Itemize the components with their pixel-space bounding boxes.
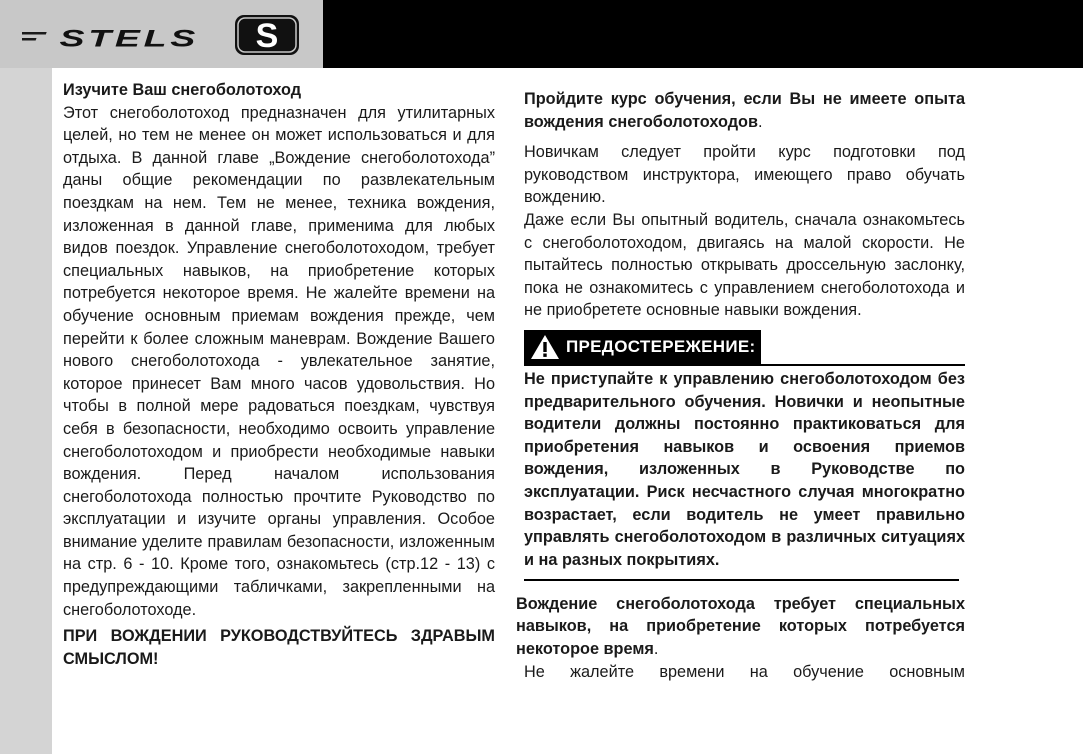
- warning-text: Не приступайте к управлению снегоболотоходом без предварительного обучения. Новички и неопытные водители должны постоянно практиковаться для приобретения навыков и освоения приемов вождения, изложенных в Руководстве по эксплуатации. Риск несчастного случая многократно возрастает, если водитель не умеет правильно управлять снегоболотоходом в различных ситуациях и на разных покрытиях.: [524, 369, 965, 569]
- warning-end-rule: [524, 579, 959, 581]
- skills-heading: [516, 593, 965, 661]
- training-heading-period: .: [758, 112, 763, 131]
- skills-heading-text: Вождение снегоболотохода требует специальных навыков, на приобретение которых потребуется некоторое время: [516, 594, 965, 658]
- learn-body-text: Этот снегоболотоход предназначен для утилитарных целей, но тем не менее он может использоваться и для отдыха. В данной главе „Вождение снегоболотохода” даны общие рекомендации по развлекательным поездкам на нем. Тем не менее, техника вождения, изложенная в данной главе, применима для любых видов поездок. Управление снегоболотоходом, требует специальных навыков, на приобретение которых потребуется некоторое время. Не жалейте времени на обучение основным приемам вождения прежде, чем перейти к более сложным маневрам. Вождение Вашего нового снегоболотохода - увлекательное занятие, которое принесет Вам много часов удовольствия. Но чтобы в полной мере радоваться поездкам, чувствуя себя в безопасности, необходимо освоить управление снегоболотоходом и приобрести необходимые навыки вождения. Перед началом использования снегоболотохода полностью прочтите Руководство по эксплуатации и изучите органы управления. Особое внимание уделите правилам безопасности, изложенным на стр. 6 - 10. Кроме того, ознакомьтесь (стр.12 - 13) с предупреждающими табличками, закрепленными на снегоболотоходе.: [63, 103, 495, 619]
- right-column: [516, 88, 965, 683]
- skills-heading-period: .: [653, 639, 659, 658]
- warning-badge: [524, 330, 761, 364]
- header-black-band: [323, 0, 1083, 68]
- novice-paragraph: Новичкам следует пройти курс подготовки под руководством инструктора, имеющего право обучать вождению.: [524, 143, 965, 207]
- warning-header: [524, 330, 965, 368]
- common-sense-note: ПРИ ВОЖДЕНИИ РУКОВОДСТВУЙТЕСЬ ЗДРАВЫМ СМЫСЛОМ!: [63, 627, 495, 668]
- stels-logo: [22, 12, 312, 58]
- warning-label: ПРЕДОСТЕРЕЖЕНИЕ:: [566, 336, 756, 356]
- header-logo-panel: [0, 0, 323, 68]
- training-heading-text: Пройдите курс обучения, если Вы не имеете опыта вождения снегоболотоходов: [524, 90, 965, 131]
- left-column: [63, 79, 495, 670]
- warning-divider: [524, 364, 965, 366]
- page-margin-strip: [0, 68, 52, 754]
- warning-triangle-icon: [530, 334, 560, 360]
- training-heading: [524, 88, 965, 133]
- svg-text:STELS: STELS: [59, 25, 200, 52]
- experienced-paragraph: Даже если Вы опытный водитель, сначала ознакомьтесь с снегоболотоходом, двигаясь на малой скорости. Не пытайтесь полностью открывать дроссельную заслонку, пока не ознакомитесь с управлением снегоболотохода и не приобретете основные навыки вождения.: [524, 210, 965, 320]
- skills-paragraph: Не жалейте времени на обучение основным: [524, 662, 965, 681]
- svg-text:S: S: [255, 17, 279, 55]
- section-heading-learn: Изучите Ваш снегоболотоход: [63, 81, 302, 99]
